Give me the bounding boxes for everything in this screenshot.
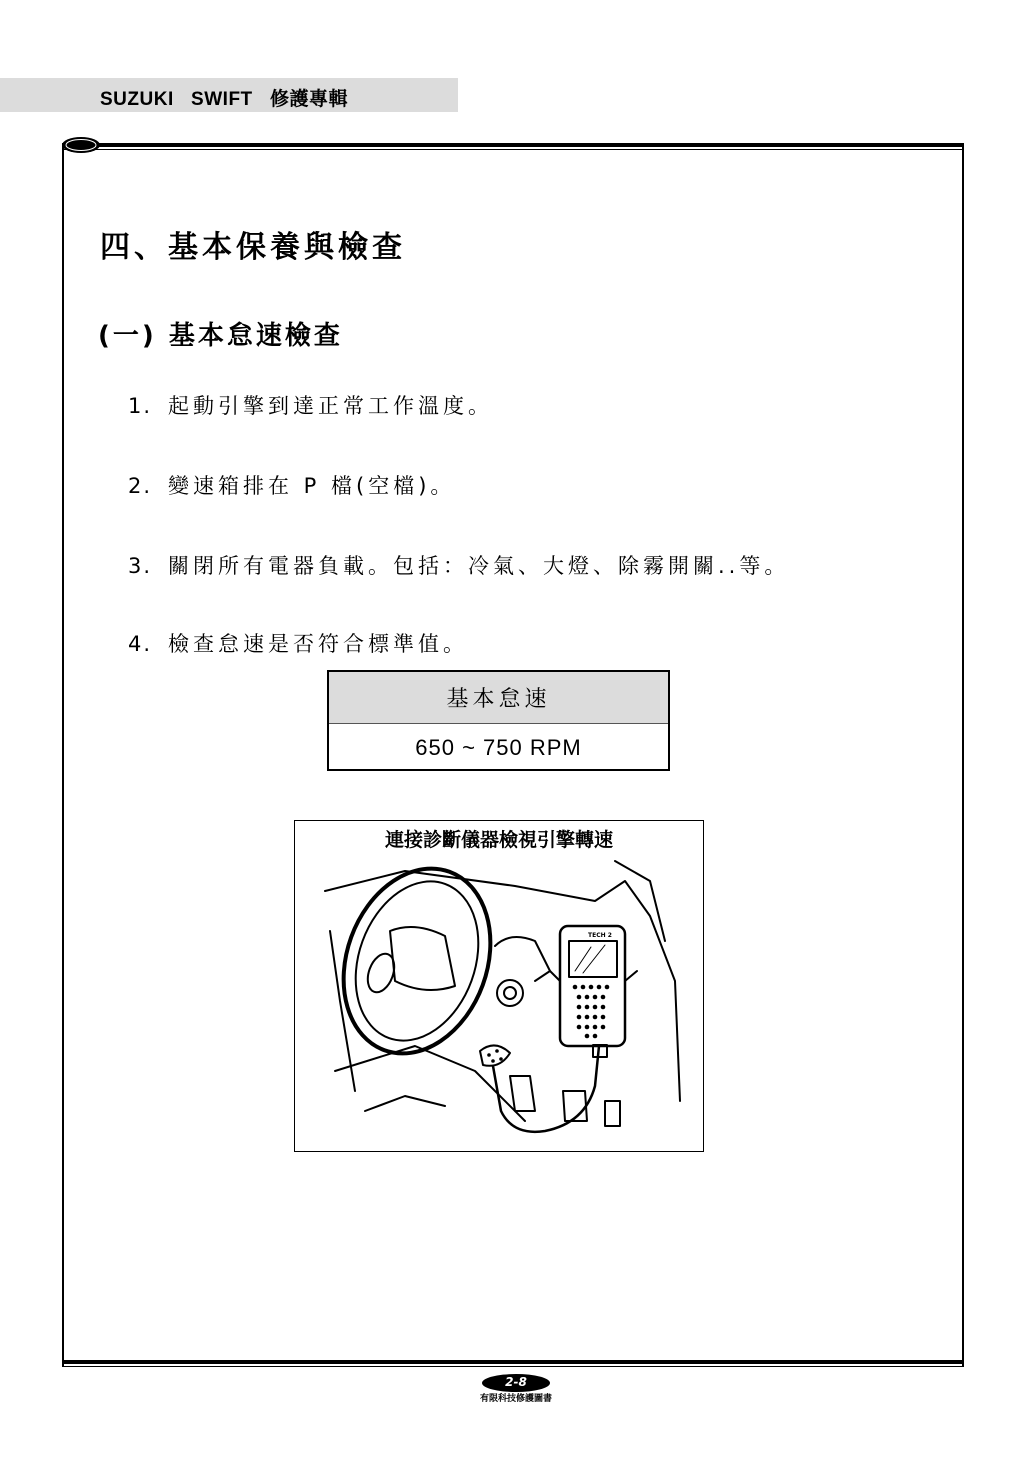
frame-left-border — [62, 143, 64, 1367]
figure-caption: 連接診斷儀器檢視引擎轉速 — [384, 829, 613, 851]
diagnostic-figure — [294, 820, 704, 1152]
step-1 — [128, 390, 493, 420]
section-title: 四、基本保養與檢查 — [100, 230, 406, 265]
step-3 — [128, 550, 789, 580]
header-title: SUZUKI SWIFT 修護專輯 — [100, 89, 348, 110]
spec-table-value: 650 ~ 750 RPM — [415, 734, 582, 760]
step-4 — [128, 628, 468, 658]
step-text: 關閉所有電器負載。包括：冷氣、大燈、除霧開關..等。 — [168, 554, 790, 578]
frame-top-border — [62, 143, 964, 147]
step-2 — [128, 470, 455, 500]
idle-spec-table — [327, 670, 670, 771]
scan-tool-label: TECH 2 — [588, 932, 612, 939]
step-number: 4. — [128, 632, 153, 656]
step-text: 起動引擎到達正常工作溫度。 — [168, 394, 493, 418]
step-number: 3. — [128, 554, 153, 578]
publisher-mark: 有限科技修護圖書 — [479, 1394, 552, 1404]
subsection-title: (一) 基本怠速檢查 — [98, 321, 343, 351]
frame-bottom-rule — [62, 1366, 964, 1367]
frame-bottom-border — [62, 1360, 964, 1364]
step-number: 1. — [128, 394, 153, 418]
spec-table-header: 基本怠速 — [329, 672, 668, 724]
step-text: 變速箱排在 P 檔(空檔)。 — [168, 474, 456, 498]
page-number: 2-8 — [505, 1375, 527, 1389]
frame-top-rule — [62, 149, 964, 150]
step-number: 2. — [128, 474, 153, 498]
corner-logo-icon — [60, 135, 102, 155]
dashboard-illustration — [295, 821, 705, 1153]
frame-right-border — [962, 143, 964, 1367]
step-text: 檢查怠速是否符合標準值。 — [168, 632, 468, 656]
